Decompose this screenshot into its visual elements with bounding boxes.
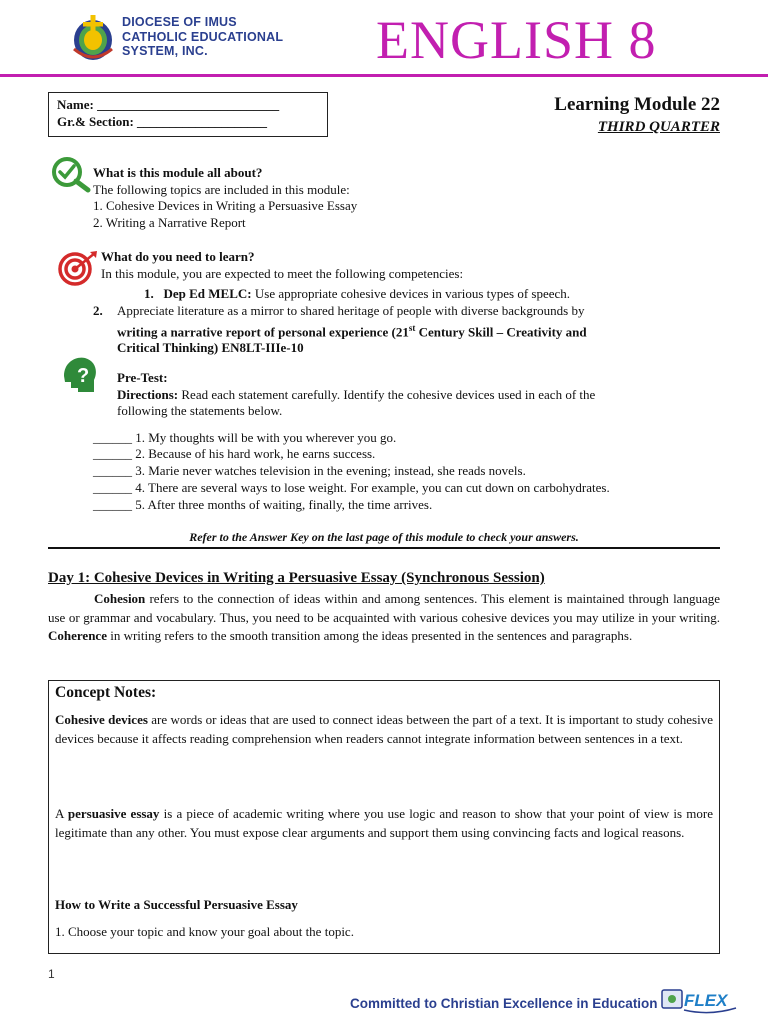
target-icon xyxy=(57,250,99,286)
about-section xyxy=(93,165,357,231)
pretest-heading: Pre-Test: xyxy=(117,370,168,385)
competency-2-bold-2: Critical Thinking) EN8LT-IIIe-10 xyxy=(117,340,304,356)
competency-1-label: Dep Ed MELC: xyxy=(163,286,252,301)
competency-1 xyxy=(144,286,570,303)
question-head-icon xyxy=(58,354,100,396)
pretest-item[interactable]: ______ 4. There are several ways to lose weight. For example, you can cut down on carbohydrates. xyxy=(93,480,610,495)
svg-text:?: ? xyxy=(77,365,90,387)
day1-text-1: refers to the connection of ideas within and among sentences. This element is maintained through language use or grammar and vocabulary. Thus, you need to be acquainted with various cohesive devices you may utilize in your writing. xyxy=(48,591,720,625)
term-coherence: Coherence xyxy=(48,628,107,643)
pretest-item[interactable]: ______ 2. Because of his hard work, he earns success. xyxy=(93,446,376,461)
learn-heading: What do you need to learn? xyxy=(101,249,255,264)
quarter-label: THIRD QUARTER xyxy=(597,119,720,135)
pretest-section xyxy=(117,370,595,420)
learn-intro: In this module, you are expected to meet the following competencies: xyxy=(101,265,464,281)
name-box xyxy=(48,92,328,137)
org-line-2: CATHOLIC EDUCATIONAL xyxy=(122,29,284,44)
flex-logo-icon xyxy=(660,986,740,1016)
competency-2-text: Appreciate literature as a mirror to shared heritage of people with diverse backgrounds by xyxy=(117,303,585,318)
competency-2-num: 2. xyxy=(93,303,103,318)
org-line-3: SYSTEM, INC. xyxy=(122,44,208,58)
how-to-title: How to Write a Successful Persuasive Essay xyxy=(55,897,298,912)
footer-motto: Committed to Christian Excellence in Education xyxy=(350,996,658,1011)
concept-notes-box xyxy=(48,680,720,954)
concept-notes-title: Concept Notes: xyxy=(55,684,157,701)
name-field[interactable]: Name: ____________________________ xyxy=(57,97,280,112)
day1-title: Day 1: Cohesive Devices in Writing a Persuasive Essay (Synchronous Session) xyxy=(48,570,545,586)
term-persuasive-essay: persuasive essay xyxy=(67,806,160,821)
section-field[interactable]: Gr.& Section: ____________________ xyxy=(57,114,268,129)
subject-title: ENGLISH 8 xyxy=(376,10,657,70)
pretest-item[interactable]: ______ 3. Marie never watches television in the evening; instead, she reads novels. xyxy=(93,463,526,478)
term-cohesion: Cohesion xyxy=(94,591,146,606)
competency-1-text: Use appropriate cohesive devices in various types of speech. xyxy=(251,286,571,301)
directions-text: Read each statement carefully. Identify the cohesive devices used in each of the xyxy=(178,386,596,402)
about-topic: 2. Writing a Narrative Report xyxy=(93,214,246,230)
competency-1-number: 1. xyxy=(144,286,154,301)
day1-text-2: in writing refers to the smooth transition among the ideas presented in the sentences and paragraphs. xyxy=(106,628,633,643)
term-cohesive-devices: Cohesive devices xyxy=(55,712,148,727)
about-intro: The following topics are included in this module: xyxy=(93,181,350,197)
module-title: Learning Module 22 xyxy=(554,94,720,115)
section-divider xyxy=(48,547,720,549)
pe-article: A xyxy=(55,806,68,821)
competency-2-bold-1b: Century Skill – Creativity and xyxy=(415,323,587,339)
directions-text-2: following the statements below. xyxy=(117,403,283,418)
directions-label: Directions: xyxy=(117,386,179,402)
persuasive-essay-text: is a piece of academic writing where you use logic and reason to show that your point of view is more legitimate than any other. You must expose clear arguments and support them using convincing facts and logical reasons. xyxy=(55,806,714,840)
pretest-item[interactable]: ______ 5. After three months of waiting, finally, the time arrives. xyxy=(93,497,433,512)
competency-2 xyxy=(117,303,587,357)
cohesive-devices-paragraph xyxy=(55,711,713,748)
magnifier-check-icon xyxy=(50,155,94,193)
about-heading: What is this module all about? xyxy=(93,165,263,180)
learn-section xyxy=(101,249,463,282)
cohesive-devices-text: are words or ideas that are used to connect ideas between the part of a text. It is important to study cohesive devices because it affects reading comprehension when readers cannot integrate information between sentences in a text. xyxy=(55,712,713,746)
competency-2-number xyxy=(93,303,103,320)
page-header xyxy=(0,0,768,76)
pretest-item[interactable]: ______ 1. My thoughts will be with you wherever you go. xyxy=(93,430,397,445)
header-rule xyxy=(0,74,768,77)
competency-2-bold-1: writing a narrative report of personal experience (21 xyxy=(117,323,409,339)
day1-paragraph xyxy=(48,590,720,646)
about-topic: 1. Cohesive Devices in Writing a Persuasive Essay xyxy=(93,198,358,213)
page-number: 1 xyxy=(48,967,55,981)
competency-2-sup: st xyxy=(408,322,416,333)
org-line-1: DIOCESE OF IMUS xyxy=(122,15,237,29)
organization-name xyxy=(122,15,283,59)
persuasive-essay-paragraph xyxy=(55,805,713,842)
diocese-logo-icon xyxy=(70,13,116,63)
answer-key-note: Refer to the Answer Key on the last page of this module to check your answers. xyxy=(189,530,579,544)
flex-logo-text: FLEX xyxy=(684,991,728,1010)
how-to-step-1: 1. Choose your topic and know your goal about the topic. xyxy=(55,924,354,939)
